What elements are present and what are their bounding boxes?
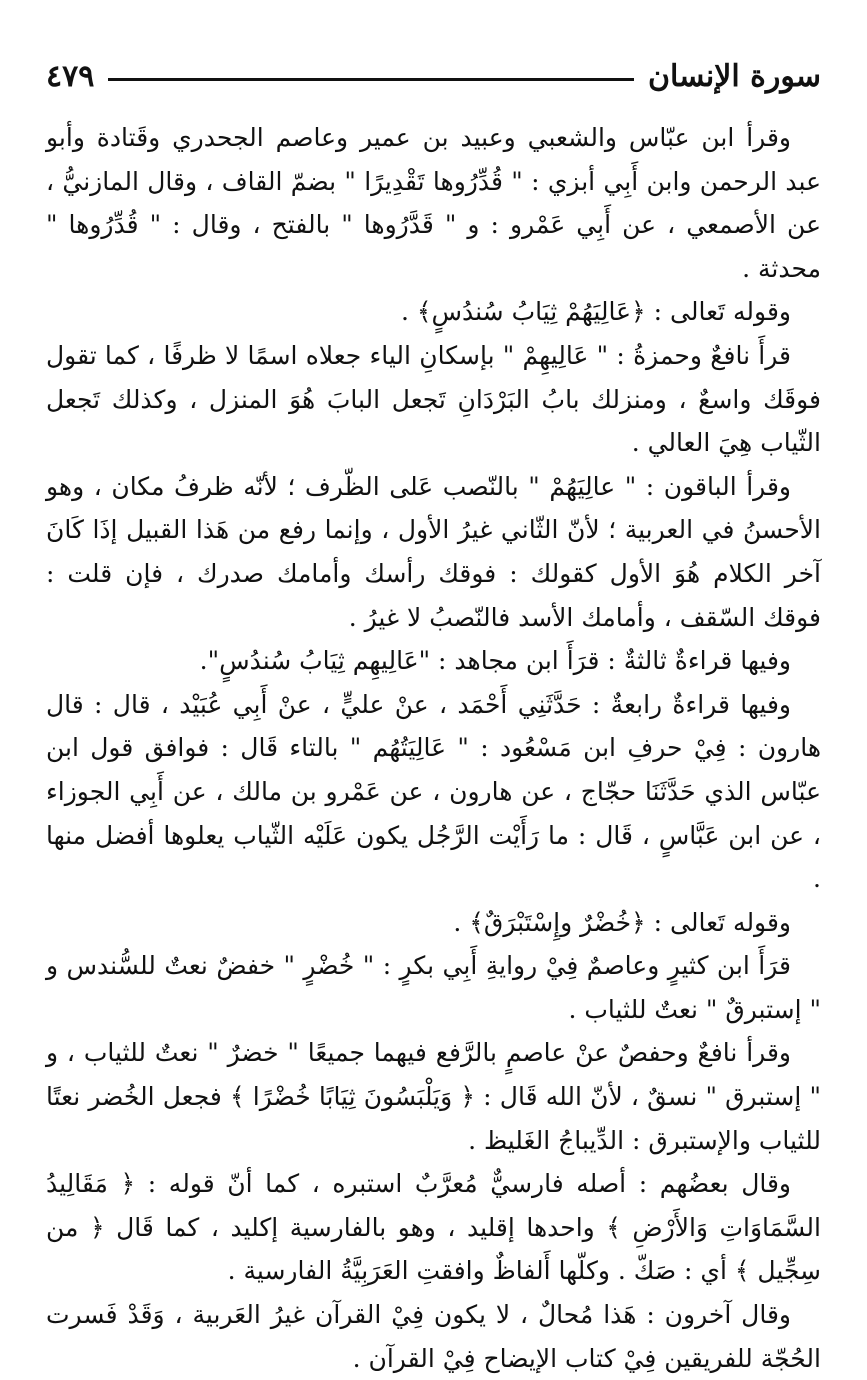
paragraph: وقوله تَعالى : ﴿خُضْرٌ وإِسْتَبْرَقٌ﴾ . bbox=[453, 907, 791, 937]
surah-title: سورة الإنسان bbox=[647, 58, 821, 94]
paragraph: وفيها قراءةٌ رابعةٌ : حَدَّثَنِي أَحْمَد ، عنْ عليٍّ ، عنْ أَبِي عُبَيْد ، قال : قال هارون : فِيْ حرفِ ابن مَسْعُود : " عَالِيَتُهُم " بالتاء قَال : فوافق قول ابن عبّاس الذي حَدَّثَنَا حجّاج ، عن هارون ، عن عَمْرو بن مالك ، عن أَبِي الجوزاء ، عن ابن عَبَّاسٍ ، قَال : ما رَأَيْت الرَّجُل يكون عَلَيْه الثّياب يعلوها أفضل منها . bbox=[46, 689, 821, 894]
paragraph: وقوله تَعالى : ﴿عَالِيَهُمْ ثِيَابُ سُندُسٍ﴾ . bbox=[400, 297, 791, 327]
paragraph: وقرأ الباقون : " عالِيَهُمْ " بالنّصب عَلى الظّرف ؛ لأنّه ظرفُ مكان ، وهو الأحسنُ في العربية ؛ لأنّ الثّاني غيرُ الأول ، وإنما رفع من هَذا القبيل إذَا كَانَ آخر الكلام هُوَ الأول كقولك : فوقك رأسك وأمامك صدرك ، فإن قلت : فوقك السّقف ، وأمامك الأسد فالنّصبُ لا غيرُ . bbox=[46, 471, 821, 632]
page-header bbox=[46, 54, 821, 98]
page-body bbox=[46, 116, 821, 1380]
page-number: ٤٧٩ bbox=[46, 58, 95, 94]
paragraph: وفيها قراءةٌ ثالثةٌ : قرَأَ ابن مجاهد : "عَالِيهِم ثِيَابُ سُندُسٍ". bbox=[199, 646, 791, 676]
paragraph: قرَأَ ابن كثيرٍ وعاصمٌ فِيْ روايةِ أَبِي بكرٍ : " خُضْرٍ " خفضٌ نعتٌ للسُّندس و " إستبرقٌ " نعتٌ للثياب . bbox=[46, 951, 821, 1024]
paragraph: وقال آخرون : هَذا مُحالٌ ، لا يكون فِيْ القرآن غيرُ العَربية ، وَقَدْ فَسرت الحُجّة للفريقين فِيْ كتاب الإيضاح فِيْ القرآن . bbox=[46, 1300, 821, 1373]
paragraph: وقال بعضُهم : أصله فارسيٌّ مُعرَّبٌ استبره ، كما أنّ قوله : ﴿ مَقَالِيدُ السَّمَاوَاتِ وَالأَرْضِ ﴾ واحدها إقليد ، وهو بالفارسية إكليد ، كما قَال ﴿ من سِجِّيل ﴾ أي : صَكّ . وكلّها أَلفاظٌ وافقتِ العَرَبِيَّةُ الفارسية . bbox=[46, 1169, 821, 1286]
paragraph: قرأَ نافعٌ وحمزةُ : " عَالِيهِمْ " بإسكانِ الياء جعلاه اسمًا لا ظرفًا ، كما تقول فوقَك واسعٌ ، ومنزلك بابُ البَرْدَانِ تَجعل البابَ هُوَ المنزل ، وكذلك تَجعل الثّياب هِيَ العالي . bbox=[46, 340, 821, 458]
header-rule bbox=[108, 78, 634, 81]
paragraph: وقرأ نافعٌ وحفصٌ عنْ عاصمٍ بالرَّفع فيهما جميعًا " خضرٌ " نعتٌ للثياب ، و " إستبرق " نسقٌ ، لأنّ الله قَال : ﴿ وَيَلْبَسُونَ ثِيَابًا خُضْرًا ﴾ فجعل الخُضر نعتًا للثياب والإستبرق : الدِّيباجُ الغَليظ . bbox=[46, 1038, 821, 1155]
paragraph: وقرأ ابن عبّاس والشعبي وعبيد بن عمير وعاصم الجحدري وقَتادة وأبو عبد الرحمن وابن أَبِي أبزي : " قُدِّرُوها تَقْدِيرًا " بضمّ القاف ، وقال المازنيُّ ، عن الأصمعي ، عن أَبِي عَمْرو : و " قَدَّرُوها " بالفتح ، وقال : " قُدِّرُوها " محدثة . bbox=[46, 123, 821, 283]
